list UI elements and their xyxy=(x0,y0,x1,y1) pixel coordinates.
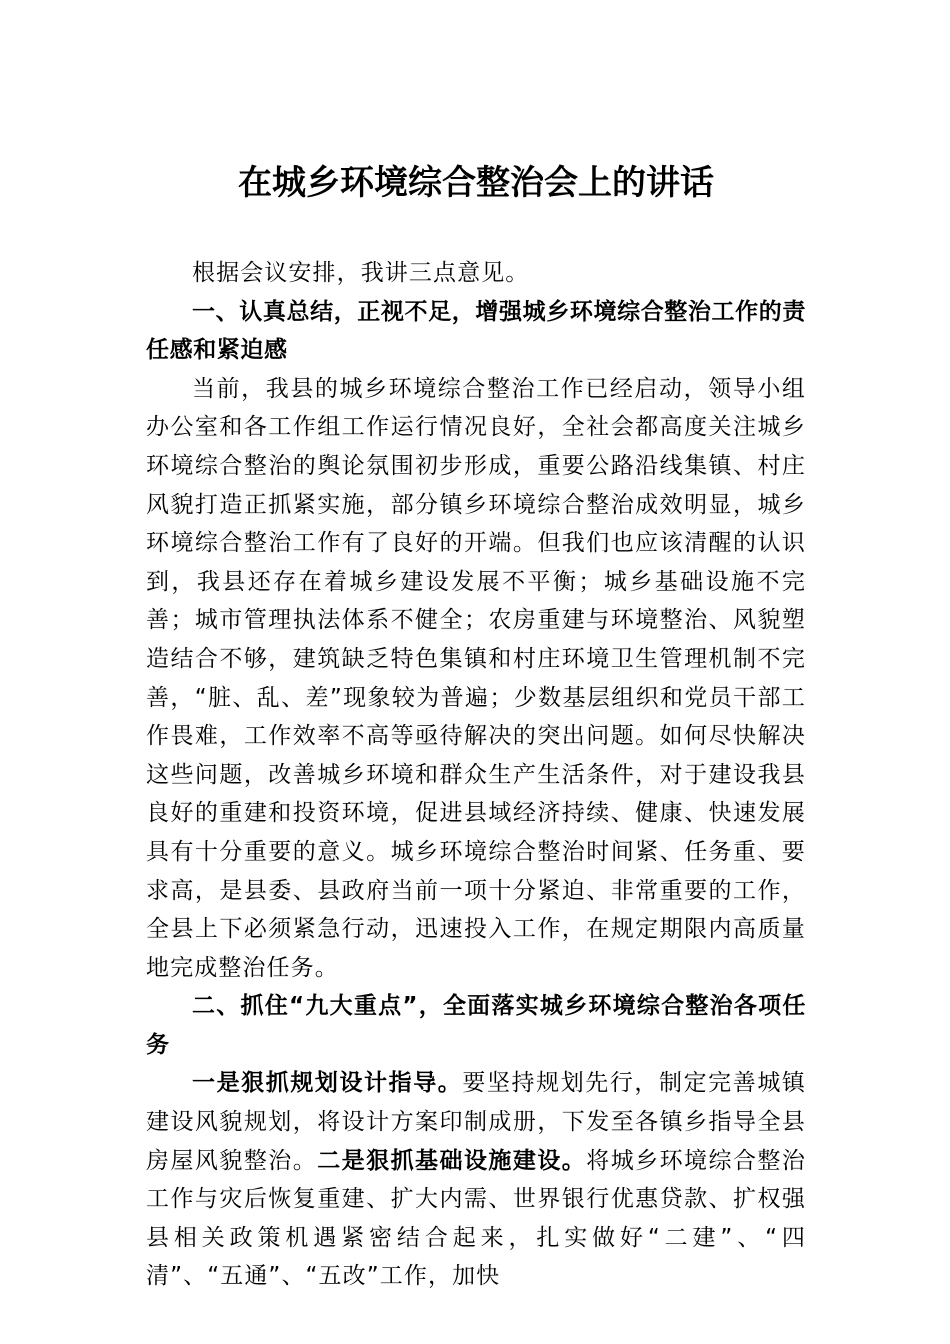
point-text-2: 将城乡环境综合整治工作与灾后恢复重建、扩大内需、世界银行优惠贷款、扩权强县相关政策机遇紧密结合起来，扎实做好“二建”、“四清”、“五通”、“五改”工作，加快 xyxy=(146,1147,806,1290)
point-lead-2: 二是狠抓基础设施建设。 xyxy=(317,1147,587,1174)
document-title: 在城乡环境综合整治会上的讲话 xyxy=(238,163,714,203)
section-heading-1: 一、认真总结，正视不足，增强城乡环境综合整治工作的责任感和紧迫感 xyxy=(146,298,806,364)
point-lead-1: 一是狠抓规划设计指导。 xyxy=(192,1070,463,1097)
body-paragraph-2 xyxy=(146,1064,806,1296)
intro-paragraph: 根据会议安排，我讲三点意见。 xyxy=(192,260,530,286)
document-body xyxy=(146,254,806,1296)
section-heading-2: 二、抓住“九大重点”，全面落实城乡环境综合整治各项任务 xyxy=(146,993,806,1058)
body-paragraph-1: 当前，我县的城乡环境综合整治工作已经启动，领导小组办公室和各工作组工作运行情况良好，全社会都高度关注城乡环境综合整治的舆论氛围初步形成，重要公路沿线集镇、村庄风貌打造正抓紧实施，部分镇乡环境综合整治成效明显，城乡环境综合整治工作有了良好的开端。但我们也应该清醒的认识到，我县还存在着城乡建设发展不平衡；城乡基础设施不完善；城市管理执法体系不健全；农房重建与环境整治、风貌塑造结合不够，建筑缺乏特色集镇和村庄环境卫生管理机制不完善，“脏、乱、差”现象较为普遍；少数基层组织和党员干部工作畏难，工作效率不高等亟待解决的突出问题。如何尽快解决这些问题，改善城乡环境和群众生产生活条件，对于建设我县良好的重建和投资环境，促进县域经济持续、健康、快速发展具有十分重要的意义。城乡环境综合整治时间紧、任务重、要求高，是县委、县政府当前一项十分紧迫、非常重要的工作，全县上下必须紧急行动，迅速投入工作，在规定期限内高质量地完成整治任务。 xyxy=(146,375,806,981)
point-text-1: 要坚持规划先行，制定完善城镇建设风貌规划，将设计方案印制成册，下发至各镇乡指导全县房屋风貌整治。 xyxy=(146,1070,806,1174)
